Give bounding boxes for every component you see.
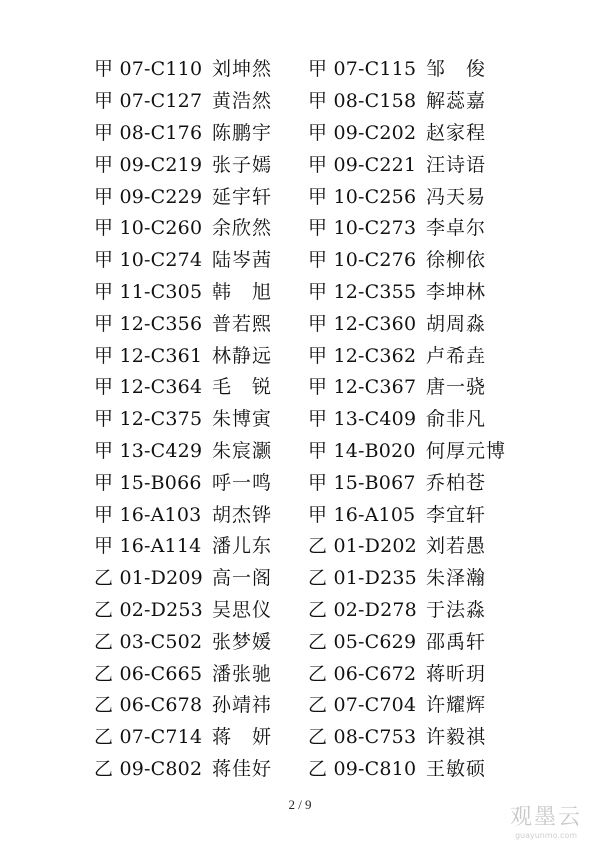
student-name: 邵禹轩 bbox=[426, 630, 487, 653]
student-name: 李卓尔 bbox=[426, 217, 487, 240]
student-name: 潘儿东 bbox=[212, 535, 273, 558]
student-code: 甲 12-C362 bbox=[308, 344, 417, 367]
roster-row bbox=[308, 338, 568, 370]
roster-row bbox=[308, 211, 568, 243]
student-name: 汪诗语 bbox=[426, 153, 487, 176]
page-number: 2 / 9 bbox=[288, 797, 312, 812]
roster-row bbox=[308, 275, 568, 307]
student-code: 甲 09-C221 bbox=[308, 153, 417, 176]
student-name: 刘若愚 bbox=[426, 535, 487, 558]
student-name: 朱泽瀚 bbox=[426, 567, 487, 590]
student-code: 甲 12-C355 bbox=[308, 280, 417, 303]
student-name: 卢希垚 bbox=[426, 344, 487, 367]
student-name: 林静远 bbox=[212, 344, 273, 367]
student-name: 胡杰铧 bbox=[212, 503, 273, 526]
student-name: 唐一骁 bbox=[426, 376, 487, 399]
student-code: 甲 12-C356 bbox=[94, 312, 203, 335]
student-code: 甲 10-C276 bbox=[308, 249, 417, 272]
student-name: 蒋昕玥 bbox=[426, 662, 487, 685]
roster-row bbox=[308, 147, 568, 179]
student-code: 甲 10-C260 bbox=[94, 217, 203, 240]
student-code: 乙 01-D209 bbox=[94, 567, 203, 590]
student-code: 乙 06-C672 bbox=[308, 662, 417, 685]
roster-row bbox=[308, 624, 568, 656]
student-name: 徐柳依 bbox=[426, 249, 487, 272]
student-code: 甲 10-C274 bbox=[94, 249, 203, 272]
student-name: 陈鹏宇 bbox=[212, 121, 273, 144]
student-code: 乙 06-C665 bbox=[94, 662, 203, 685]
student-name: 刘坤然 bbox=[212, 58, 273, 81]
student-code: 乙 09-C810 bbox=[308, 757, 417, 780]
student-name: 许毅祺 bbox=[426, 726, 487, 749]
student-name: 于法淼 bbox=[426, 598, 487, 621]
roster-row bbox=[308, 497, 568, 529]
roster-row bbox=[308, 465, 568, 497]
student-code: 甲 12-C364 bbox=[94, 376, 203, 399]
student-name: 呼一鸣 bbox=[212, 471, 273, 494]
student-code: 甲 15-B067 bbox=[308, 471, 416, 494]
roster-row bbox=[308, 656, 568, 688]
student-name: 俞非凡 bbox=[426, 408, 487, 431]
student-code: 甲 07-C115 bbox=[308, 58, 417, 81]
student-name: 黄浩然 bbox=[212, 90, 273, 113]
student-code: 乙 07-C704 bbox=[308, 694, 417, 717]
student-code: 甲 07-C127 bbox=[94, 90, 203, 113]
student-name: 潘张驰 bbox=[212, 662, 273, 685]
roster-row bbox=[308, 434, 568, 466]
roster-row bbox=[308, 752, 568, 784]
roster-row bbox=[308, 720, 568, 752]
student-name: 延宇轩 bbox=[212, 185, 273, 208]
student-name: 乔柏苍 bbox=[426, 471, 487, 494]
student-code: 乙 02-D253 bbox=[94, 598, 203, 621]
student-code: 甲 13-C429 bbox=[94, 439, 203, 462]
student-code: 乙 01-D235 bbox=[308, 567, 417, 590]
student-name: 蒋 妍 bbox=[212, 726, 273, 749]
roster-row bbox=[308, 402, 568, 434]
watermark-logo bbox=[510, 800, 582, 840]
student-name: 朱宸灏 bbox=[212, 439, 273, 462]
student-code: 甲 14-B020 bbox=[308, 439, 416, 462]
roster-row bbox=[308, 243, 568, 275]
student-code: 甲 16-A103 bbox=[94, 503, 202, 526]
roster-row bbox=[308, 561, 568, 593]
roster-row bbox=[308, 688, 568, 720]
roster-row bbox=[308, 116, 568, 148]
student-name: 赵家程 bbox=[426, 121, 487, 144]
student-name: 普若熙 bbox=[212, 312, 273, 335]
roster-row bbox=[308, 306, 568, 338]
student-code: 乙 03-C502 bbox=[94, 630, 203, 653]
student-code: 甲 08-C176 bbox=[94, 121, 203, 144]
student-code: 乙 08-C753 bbox=[308, 726, 417, 749]
student-code: 乙 01-D202 bbox=[308, 535, 417, 558]
student-code: 甲 07-C110 bbox=[94, 58, 203, 81]
student-code: 乙 09-C802 bbox=[94, 757, 203, 780]
student-code: 甲 09-C219 bbox=[94, 153, 203, 176]
student-code: 乙 06-C678 bbox=[94, 694, 203, 717]
student-name: 毛 锐 bbox=[212, 376, 273, 399]
student-name: 王敏硕 bbox=[426, 757, 487, 780]
student-name: 邹 俊 bbox=[426, 58, 487, 81]
student-name: 韩 旭 bbox=[212, 280, 273, 303]
student-code: 甲 16-A114 bbox=[94, 535, 202, 558]
watermark-url: guayunmo.com bbox=[514, 831, 578, 840]
roster-row bbox=[308, 529, 568, 561]
student-code: 甲 13-C409 bbox=[308, 408, 417, 431]
roster-row bbox=[308, 370, 568, 402]
student-name: 陆岑茜 bbox=[212, 249, 273, 272]
student-code: 甲 16-A105 bbox=[308, 503, 416, 526]
student-code: 甲 15-B066 bbox=[94, 471, 202, 494]
student-code: 甲 09-C229 bbox=[94, 185, 203, 208]
student-code: 乙 05-C629 bbox=[308, 630, 417, 653]
roster-row bbox=[308, 84, 568, 116]
watermark-text: 观墨云 bbox=[510, 805, 583, 830]
student-name: 吴思仪 bbox=[212, 598, 273, 621]
student-code: 甲 10-C256 bbox=[308, 185, 417, 208]
student-name: 张子嫣 bbox=[212, 153, 273, 176]
student-code: 甲 12-C361 bbox=[94, 344, 203, 367]
student-name: 高一阁 bbox=[212, 567, 273, 590]
roster-row bbox=[308, 179, 568, 211]
student-name: 蒋佳好 bbox=[212, 757, 273, 780]
student-name: 许耀辉 bbox=[426, 694, 487, 717]
student-code: 甲 12-C375 bbox=[94, 408, 203, 431]
student-code: 甲 11-C305 bbox=[94, 280, 203, 303]
student-code: 甲 12-C367 bbox=[308, 376, 417, 399]
student-name: 张梦媛 bbox=[212, 630, 273, 653]
student-code: 甲 09-C202 bbox=[308, 121, 417, 144]
student-name: 朱博寅 bbox=[212, 408, 273, 431]
student-code: 甲 08-C158 bbox=[308, 90, 417, 113]
student-name: 孙靖祎 bbox=[212, 694, 273, 717]
student-name: 余欣然 bbox=[212, 217, 273, 240]
roster-column-right bbox=[308, 52, 568, 783]
student-name: 李宜轩 bbox=[426, 503, 487, 526]
student-name: 胡周淼 bbox=[426, 312, 487, 335]
student-name: 何厚元博 bbox=[426, 439, 507, 462]
roster-row bbox=[308, 593, 568, 625]
student-name: 冯天易 bbox=[426, 185, 487, 208]
student-name: 李坤林 bbox=[426, 280, 487, 303]
roster-row bbox=[308, 52, 568, 84]
student-code: 甲 12-C360 bbox=[308, 312, 417, 335]
student-name: 解蕊嘉 bbox=[426, 90, 487, 113]
student-code: 乙 07-C714 bbox=[94, 726, 203, 749]
student-code: 甲 10-C273 bbox=[308, 217, 417, 240]
student-code: 乙 02-D278 bbox=[308, 598, 417, 621]
